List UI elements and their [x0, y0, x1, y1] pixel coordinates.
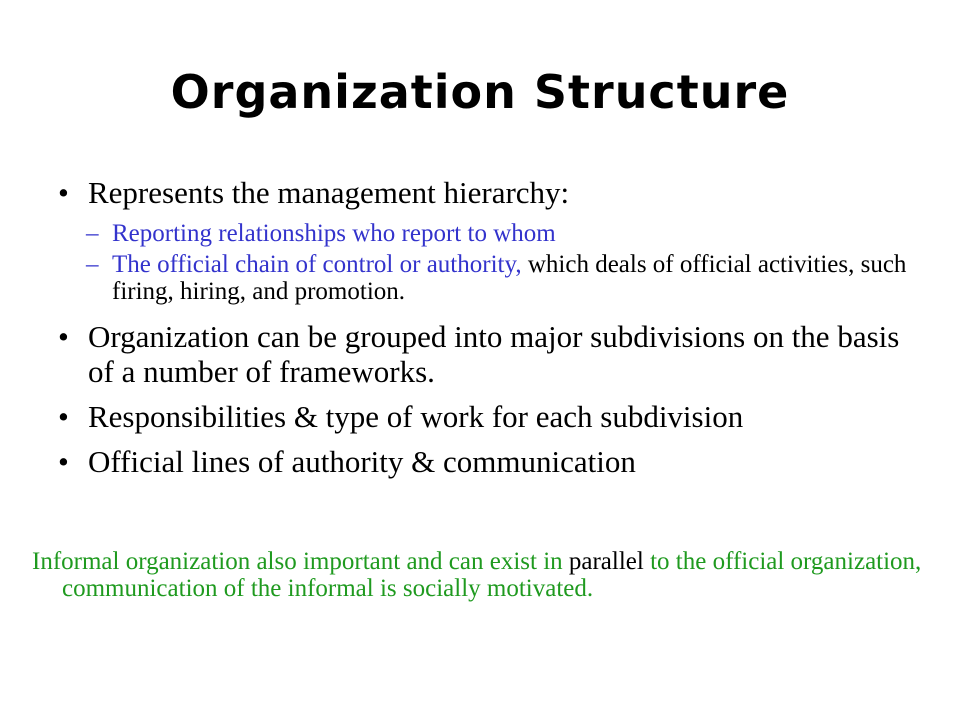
sub-bullet-list: [58, 220, 918, 305]
sub-bullet-item: [58, 251, 918, 305]
sub-bullet-text-black: which deals of official activities, such firing, hiring, and promotion.: [112, 251, 907, 305]
note-text-green: Informal organization also important and can exist in: [32, 548, 569, 575]
slide-title: Organization Structure: [170, 65, 790, 119]
sub-bullet-text-blue: The official chain of control or authority,: [112, 251, 522, 278]
bullet-item: [58, 399, 918, 434]
bullet-item: [58, 175, 918, 210]
informal-note: [32, 548, 942, 602]
bullet-text: Organization can be grouped into major subdivisions on the basis of a number of frameworks.: [88, 319, 900, 389]
bullet-text: Represents the management hierarchy:: [88, 175, 570, 210]
bullet-dot: •: [58, 444, 69, 479]
sub-bullet-dash: –: [86, 251, 99, 278]
bullet-text: Official lines of authority & communication: [88, 444, 636, 479]
bullet-list: [58, 175, 918, 489]
sub-bullet-text-blue: Reporting relationships who report to whom: [112, 220, 556, 247]
bullet-dot: •: [58, 399, 69, 434]
bullet-dot: •: [58, 319, 69, 354]
bullet-item: [58, 444, 918, 479]
note-text-green-end: to the official organization, communication of the informal is socially motivated.: [62, 548, 922, 602]
note-text-black: parallel: [568, 548, 644, 575]
bullet-text: Responsibilities & type of work for each subdivision: [88, 399, 744, 434]
bullet-dot: •: [58, 175, 69, 210]
bullet-item: [58, 319, 918, 389]
sub-bullet-dash: –: [86, 220, 99, 247]
sub-bullet-item: [58, 220, 918, 247]
